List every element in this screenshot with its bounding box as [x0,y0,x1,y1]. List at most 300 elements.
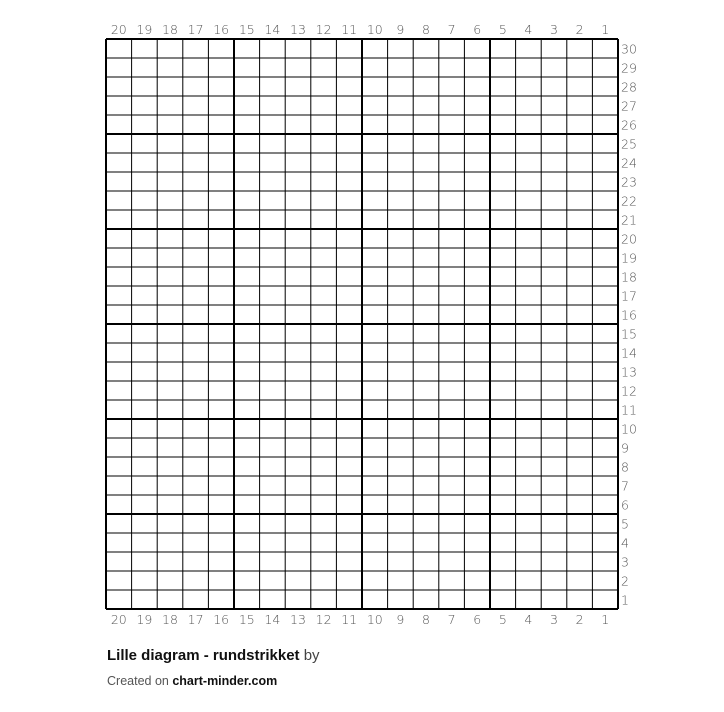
grid-cell[interactable] [464,495,490,514]
grid-cell[interactable] [311,134,337,153]
grid-cell[interactable] [439,324,465,343]
grid-cell[interactable] [157,476,183,495]
grid-cell[interactable] [106,419,132,438]
grid-cell[interactable] [592,96,618,115]
grid-cell[interactable] [362,343,388,362]
grid-cell[interactable] [311,115,337,134]
grid-cell[interactable] [516,590,542,609]
grid-cell[interactable] [439,552,465,571]
grid-cell[interactable] [208,400,234,419]
grid-cell[interactable] [592,58,618,77]
grid-cell[interactable] [464,381,490,400]
grid-cell[interactable] [106,533,132,552]
grid-cell[interactable] [106,476,132,495]
grid-cell[interactable] [592,305,618,324]
grid-cell[interactable] [106,286,132,305]
grid-cell[interactable] [439,229,465,248]
grid-cell[interactable] [336,248,362,267]
grid-cell[interactable] [285,210,311,229]
grid-cell[interactable] [516,248,542,267]
grid-cell[interactable] [183,77,209,96]
grid-cell[interactable] [439,153,465,172]
grid-cell[interactable] [439,305,465,324]
grid-cell[interactable] [413,343,439,362]
grid-cell[interactable] [157,229,183,248]
grid-cell[interactable] [567,305,593,324]
grid-cell[interactable] [336,495,362,514]
grid-cell[interactable] [439,457,465,476]
grid-cell[interactable] [439,172,465,191]
grid-cell[interactable] [106,134,132,153]
grid-cell[interactable] [516,39,542,58]
grid-cell[interactable] [183,590,209,609]
grid-cell[interactable] [311,153,337,172]
grid-cell[interactable] [490,362,516,381]
grid-cell[interactable] [567,39,593,58]
grid-cell[interactable] [208,324,234,343]
grid-cell[interactable] [336,419,362,438]
grid-cell[interactable] [362,324,388,343]
grid-cell[interactable] [388,229,414,248]
grid-cell[interactable] [336,400,362,419]
grid-cell[interactable] [260,210,286,229]
grid-cell[interactable] [285,39,311,58]
grid-cell[interactable] [260,324,286,343]
grid-cell[interactable] [183,134,209,153]
grid-cell[interactable] [362,286,388,305]
grid-cell[interactable] [234,96,260,115]
grid-cell[interactable] [106,77,132,96]
grid-cell[interactable] [132,476,158,495]
grid-cell[interactable] [490,305,516,324]
grid-cell[interactable] [592,400,618,419]
grid-cell[interactable] [464,286,490,305]
grid-cell[interactable] [336,39,362,58]
grid-cell[interactable] [592,495,618,514]
grid-cell[interactable] [541,305,567,324]
grid-cell[interactable] [541,495,567,514]
grid-cell[interactable] [260,457,286,476]
grid-cell[interactable] [157,191,183,210]
grid-cell[interactable] [157,210,183,229]
grid-cell[interactable] [413,77,439,96]
grid-cell[interactable] [285,343,311,362]
grid-cell[interactable] [516,533,542,552]
grid-cell[interactable] [490,457,516,476]
grid-cell[interactable] [362,248,388,267]
grid-cell[interactable] [234,419,260,438]
grid-cell[interactable] [311,552,337,571]
grid-cell[interactable] [541,381,567,400]
grid-cell[interactable] [234,210,260,229]
grid-cell[interactable] [464,96,490,115]
grid-cell[interactable] [541,552,567,571]
grid-cell[interactable] [592,229,618,248]
grid-cell[interactable] [183,476,209,495]
grid-cell[interactable] [132,362,158,381]
grid-cell[interactable] [260,381,286,400]
grid-cell[interactable] [567,96,593,115]
grid-cell[interactable] [285,58,311,77]
grid-cell[interactable] [516,210,542,229]
grid-cell[interactable] [413,305,439,324]
grid-cell[interactable] [132,58,158,77]
grid-cell[interactable] [388,438,414,457]
grid-cell[interactable] [132,210,158,229]
grid-cell[interactable] [336,343,362,362]
grid-cell[interactable] [464,400,490,419]
grid-cell[interactable] [413,210,439,229]
grid-cell[interactable] [362,514,388,533]
grid-cell[interactable] [285,191,311,210]
grid-cell[interactable] [541,229,567,248]
grid-cell[interactable] [464,419,490,438]
grid-cell[interactable] [132,96,158,115]
grid-cell[interactable] [132,495,158,514]
grid-cell[interactable] [208,58,234,77]
grid-cell[interactable] [439,134,465,153]
grid-cell[interactable] [260,191,286,210]
grid-cell[interactable] [413,39,439,58]
grid-cell[interactable] [516,115,542,134]
grid-cell[interactable] [490,115,516,134]
grid-cell[interactable] [490,381,516,400]
grid-cell[interactable] [490,438,516,457]
grid-cell[interactable] [516,305,542,324]
grid-cell[interactable] [285,153,311,172]
grid-cell[interactable] [132,134,158,153]
grid-cell[interactable] [311,210,337,229]
grid-cell[interactable] [567,134,593,153]
grid-cell[interactable] [311,514,337,533]
grid-cell[interactable] [490,590,516,609]
grid-cell[interactable] [260,153,286,172]
grid-cell[interactable] [592,362,618,381]
grid-cell[interactable] [516,153,542,172]
grid-cell[interactable] [336,172,362,191]
grid-cell[interactable] [413,324,439,343]
grid-cell[interactable] [362,362,388,381]
grid-cell[interactable] [464,324,490,343]
grid-cell[interactable] [157,324,183,343]
grid-cell[interactable] [285,115,311,134]
grid-cell[interactable] [490,552,516,571]
grid-cell[interactable] [439,286,465,305]
grid-cell[interactable] [208,229,234,248]
grid-cell[interactable] [208,115,234,134]
grid-cell[interactable] [567,533,593,552]
grid-cell[interactable] [388,115,414,134]
grid-cell[interactable] [157,77,183,96]
grid-cell[interactable] [388,533,414,552]
grid-cell[interactable] [362,571,388,590]
grid-cell[interactable] [464,77,490,96]
grid-cell[interactable] [541,457,567,476]
grid-cell[interactable] [311,343,337,362]
grid-cell[interactable] [157,286,183,305]
grid-cell[interactable] [285,286,311,305]
grid-cell[interactable] [234,495,260,514]
grid-cell[interactable] [234,172,260,191]
grid-cell[interactable] [157,514,183,533]
grid-cell[interactable] [208,476,234,495]
grid-cell[interactable] [336,438,362,457]
grid-cell[interactable] [541,400,567,419]
grid-cell[interactable] [208,172,234,191]
grid-cell[interactable] [260,58,286,77]
grid-cell[interactable] [234,343,260,362]
grid-cell[interactable] [413,58,439,77]
grid-cell[interactable] [362,58,388,77]
grid-cell[interactable] [157,533,183,552]
grid-cell[interactable] [336,267,362,286]
grid-cell[interactable] [311,571,337,590]
grid-cell[interactable] [234,590,260,609]
grid-cell[interactable] [132,191,158,210]
grid-cell[interactable] [439,362,465,381]
grid-cell[interactable] [106,248,132,267]
grid-cell[interactable] [132,267,158,286]
grid-cell[interactable] [157,305,183,324]
grid-cell[interactable] [413,495,439,514]
grid-cell[interactable] [362,305,388,324]
grid-cell[interactable] [311,495,337,514]
grid-cell[interactable] [541,191,567,210]
grid-cell[interactable] [388,153,414,172]
grid-cell[interactable] [439,590,465,609]
grid-cell[interactable] [592,324,618,343]
grid-cell[interactable] [567,191,593,210]
grid-cell[interactable] [106,191,132,210]
grid-cell[interactable] [285,533,311,552]
grid-cell[interactable] [516,457,542,476]
grid-cell[interactable] [541,533,567,552]
grid-cell[interactable] [541,267,567,286]
grid-cell[interactable] [567,400,593,419]
grid-cell[interactable] [336,590,362,609]
grid-cell[interactable] [132,324,158,343]
grid-cell[interactable] [311,229,337,248]
grid-cell[interactable] [208,533,234,552]
grid-cell[interactable] [362,419,388,438]
grid-cell[interactable] [413,134,439,153]
grid-cell[interactable] [413,533,439,552]
grid-cell[interactable] [362,39,388,58]
grid-cell[interactable] [567,438,593,457]
grid-cell[interactable] [388,381,414,400]
grid-cell[interactable] [388,476,414,495]
grid-cell[interactable] [132,172,158,191]
grid-cell[interactable] [464,229,490,248]
grid-cell[interactable] [311,590,337,609]
grid-cell[interactable] [260,495,286,514]
grid-cell[interactable] [260,438,286,457]
grid-cell[interactable] [541,96,567,115]
grid-cell[interactable] [157,115,183,134]
grid-cell[interactable] [362,77,388,96]
grid-cell[interactable] [490,191,516,210]
grid-cell[interactable] [362,495,388,514]
grid-cell[interactable] [388,419,414,438]
grid-cell[interactable] [541,324,567,343]
grid-cell[interactable] [208,590,234,609]
grid-cell[interactable] [183,153,209,172]
grid-cell[interactable] [285,552,311,571]
grid-cell[interactable] [311,419,337,438]
grid-cell[interactable] [260,571,286,590]
grid-cell[interactable] [260,552,286,571]
grid-cell[interactable] [388,324,414,343]
grid-cell[interactable] [106,571,132,590]
grid-cell[interactable] [592,419,618,438]
grid-cell[interactable] [490,58,516,77]
grid-cell[interactable] [208,305,234,324]
grid-cell[interactable] [362,153,388,172]
grid-cell[interactable] [592,514,618,533]
grid-cell[interactable] [490,39,516,58]
grid-cell[interactable] [157,248,183,267]
grid-cell[interactable] [106,457,132,476]
grid-cell[interactable] [260,39,286,58]
grid-cell[interactable] [285,419,311,438]
grid-cell[interactable] [106,381,132,400]
grid-cell[interactable] [541,514,567,533]
grid-cell[interactable] [183,400,209,419]
grid-cell[interactable] [362,115,388,134]
grid-cell[interactable] [541,571,567,590]
grid-cell[interactable] [234,533,260,552]
grid-cell[interactable] [132,381,158,400]
grid-cell[interactable] [592,343,618,362]
grid-cell[interactable] [311,381,337,400]
grid-cell[interactable] [464,343,490,362]
grid-cell[interactable] [106,210,132,229]
grid-cell[interactable] [183,495,209,514]
grid-cell[interactable] [413,590,439,609]
grid-cell[interactable] [388,343,414,362]
grid-cell[interactable] [183,229,209,248]
grid-cell[interactable] [285,172,311,191]
grid-cell[interactable] [234,571,260,590]
grid-cell[interactable] [592,457,618,476]
grid-cell[interactable] [183,210,209,229]
grid-cell[interactable] [490,210,516,229]
grid-cell[interactable] [592,267,618,286]
grid-cell[interactable] [336,286,362,305]
grid-cell[interactable] [464,248,490,267]
grid-cell[interactable] [336,362,362,381]
grid-cell[interactable] [362,96,388,115]
grid-cell[interactable] [464,533,490,552]
grid-cell[interactable] [336,571,362,590]
grid-cell[interactable] [260,248,286,267]
grid-cell[interactable] [464,514,490,533]
grid-cell[interactable] [183,362,209,381]
grid-cell[interactable] [439,96,465,115]
grid-cell[interactable] [464,58,490,77]
grid-cell[interactable] [260,514,286,533]
grid-cell[interactable] [413,172,439,191]
grid-cell[interactable] [439,381,465,400]
grid-cell[interactable] [567,248,593,267]
grid-cell[interactable] [208,571,234,590]
grid-cell[interactable] [183,533,209,552]
grid-cell[interactable] [464,191,490,210]
grid-cell[interactable] [208,153,234,172]
grid-cell[interactable] [388,305,414,324]
grid-cell[interactable] [516,552,542,571]
grid-cell[interactable] [490,153,516,172]
grid-cell[interactable] [413,419,439,438]
grid-cell[interactable] [183,571,209,590]
grid-cell[interactable] [464,457,490,476]
grid-cell[interactable] [336,77,362,96]
grid-cell[interactable] [234,514,260,533]
grid-cell[interactable] [208,419,234,438]
grid-cell[interactable] [208,286,234,305]
grid-cell[interactable] [516,343,542,362]
grid-cell[interactable] [388,590,414,609]
grid-cell[interactable] [157,590,183,609]
grid-cell[interactable] [388,96,414,115]
grid-cell[interactable] [388,495,414,514]
grid-cell[interactable] [234,58,260,77]
grid-cell[interactable] [464,571,490,590]
grid-cell[interactable] [106,96,132,115]
grid-cell[interactable] [311,362,337,381]
grid-cell[interactable] [388,362,414,381]
grid-cell[interactable] [132,457,158,476]
grid-cell[interactable] [208,381,234,400]
grid-cell[interactable] [388,39,414,58]
grid-cell[interactable] [132,514,158,533]
grid-cell[interactable] [490,419,516,438]
grid-cell[interactable] [285,267,311,286]
grid-cell[interactable] [311,533,337,552]
grid-cell[interactable] [132,400,158,419]
grid-cell[interactable] [132,39,158,58]
grid-cell[interactable] [516,438,542,457]
grid-cell[interactable] [490,286,516,305]
grid-cell[interactable] [464,590,490,609]
grid-cell[interactable] [157,552,183,571]
grid-cell[interactable] [208,514,234,533]
grid-cell[interactable] [208,248,234,267]
grid-cell[interactable] [285,476,311,495]
grid-cell[interactable] [516,495,542,514]
grid-cell[interactable] [311,305,337,324]
grid-cell[interactable] [567,343,593,362]
grid-cell[interactable] [157,571,183,590]
grid-cell[interactable] [516,400,542,419]
grid-cell[interactable] [567,381,593,400]
grid-cell[interactable] [157,438,183,457]
grid-cell[interactable] [183,286,209,305]
grid-cell[interactable] [157,362,183,381]
grid-cell[interactable] [490,495,516,514]
grid-cell[interactable] [362,457,388,476]
grid-cell[interactable] [516,571,542,590]
grid-cell[interactable] [106,495,132,514]
grid-cell[interactable] [464,115,490,134]
grid-cell[interactable] [388,267,414,286]
grid-cell[interactable] [234,248,260,267]
grid-cell[interactable] [439,77,465,96]
grid-cell[interactable] [157,267,183,286]
grid-cell[interactable] [413,514,439,533]
grid-cell[interactable] [311,286,337,305]
grid-cell[interactable] [234,134,260,153]
